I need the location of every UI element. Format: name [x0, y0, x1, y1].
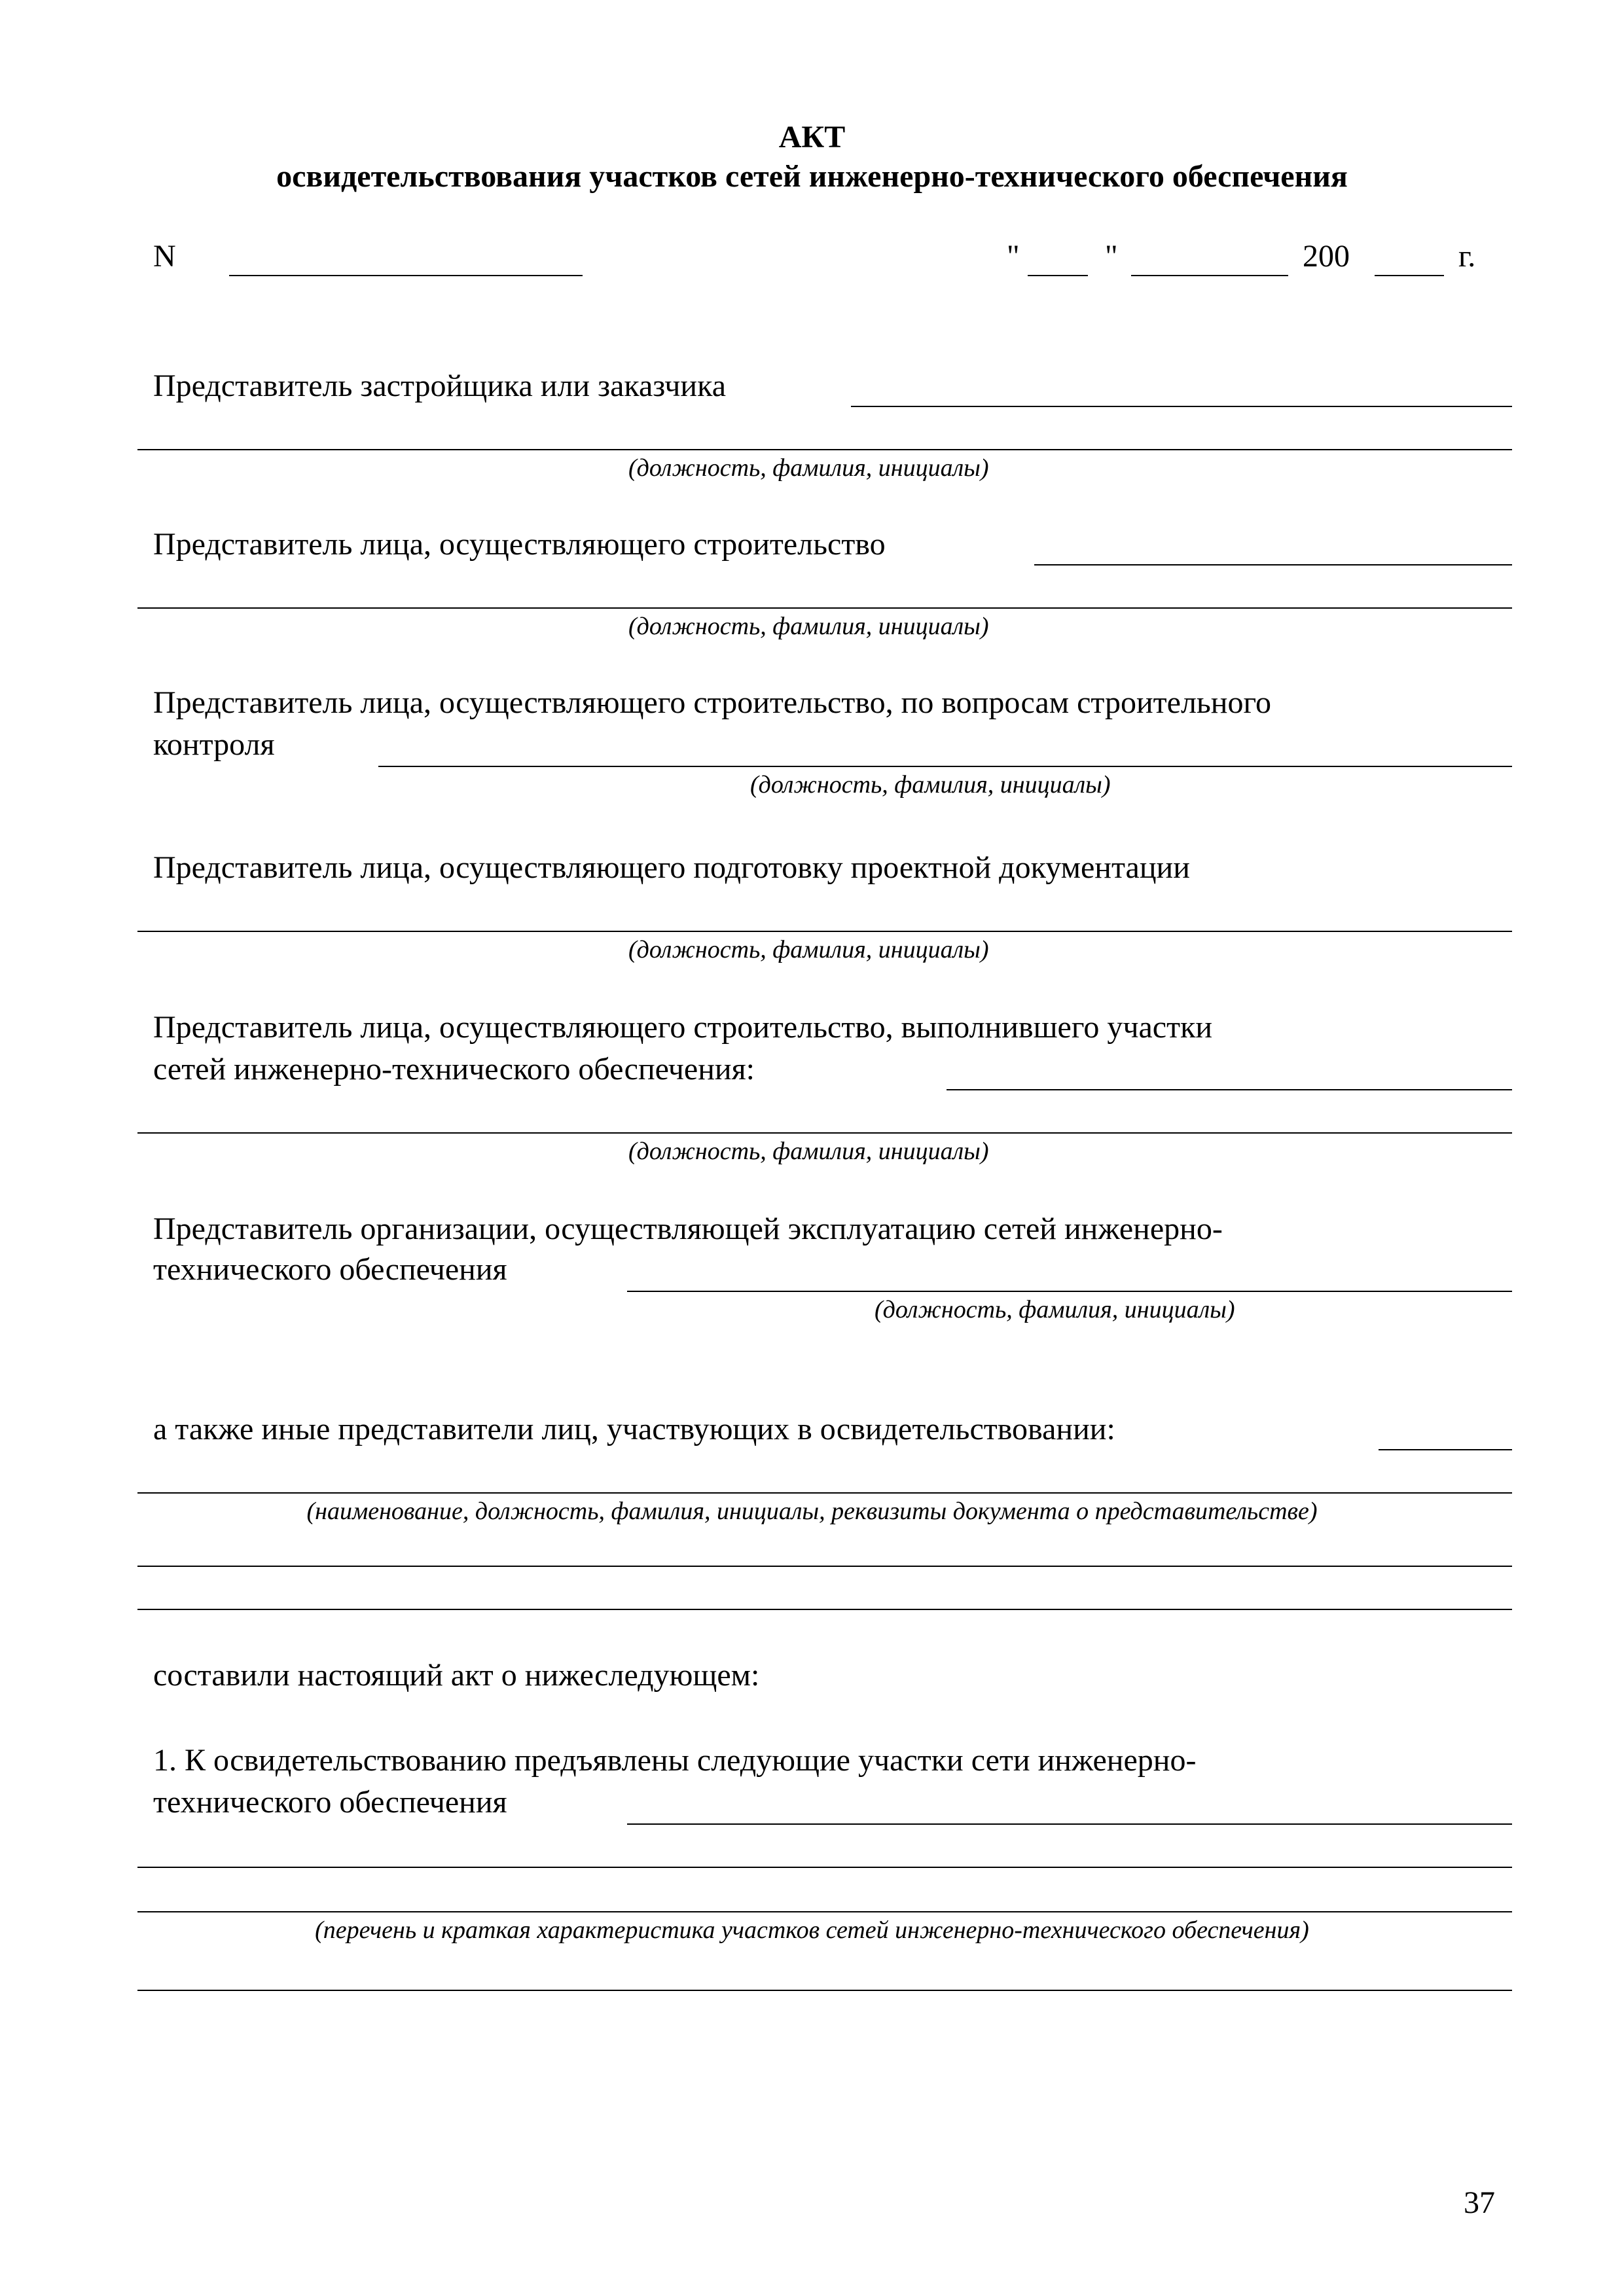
date-month-line[interactable] — [1131, 275, 1288, 276]
number-label: N — [153, 239, 176, 274]
compiled-label: составили настоящий акт о нижеследующем: — [153, 1658, 760, 1693]
document-subtitle: освидетельствования участков сетей инженерно-технического обеспечения — [276, 159, 1348, 194]
others-label: а также иные представители лиц, участвующих в освидетельствовании: — [153, 1412, 1115, 1446]
date-day-line[interactable] — [1028, 275, 1088, 276]
number-field-line[interactable] — [229, 275, 583, 276]
document-title: АКТ — [778, 120, 846, 154]
item1-line[interactable] — [627, 1823, 1512, 1825]
executor-rep-line[interactable] — [947, 1089, 1512, 1090]
year-suffix-line[interactable] — [1375, 275, 1444, 276]
year-prefix: 200 — [1303, 239, 1350, 274]
operator-rep-label-line1: Представитель организации, осуществляющей эксплуатацию сетей инженерно- — [153, 1211, 1223, 1246]
builder-rep-line-2[interactable] — [137, 607, 1512, 609]
item1-hint: (перечень и краткая характеристика участков сетей инженерно-технического обеспечения) — [315, 1916, 1309, 1944]
others-line-4[interactable] — [137, 1609, 1512, 1610]
developer-rep-hint: (должность, фамилия, инициалы) — [628, 454, 989, 482]
others-line-2[interactable] — [137, 1492, 1512, 1494]
control-rep-label-line2: контроля — [153, 727, 275, 762]
others-hint: (наименование, должность, фамилия, инициалы, реквизиты документа о представительстве) — [306, 1498, 1318, 1525]
developer-rep-line-2[interactable] — [137, 449, 1512, 450]
year-unit: г. — [1458, 239, 1476, 274]
operator-rep-hint: (должность, фамилия, инициалы) — [875, 1296, 1235, 1323]
executor-rep-hint: (должность, фамилия, инициалы) — [628, 1138, 989, 1165]
item1-line-3[interactable] — [137, 1911, 1512, 1912]
control-rep-line[interactable] — [378, 766, 1512, 767]
builder-rep-label: Представитель лица, осуществляющего строительство — [153, 527, 886, 562]
builder-rep-line[interactable] — [1034, 564, 1512, 565]
item1-label-line2: технического обеспечения — [153, 1785, 507, 1820]
executor-rep-label-line2: сетей инженерно-технического обеспечения: — [153, 1052, 755, 1086]
design-rep-line[interactable] — [137, 931, 1512, 932]
item1-line-4[interactable] — [137, 1990, 1512, 1991]
executor-rep-label-line1: Представитель лица, осуществляющего строительство, выполнившего участки — [153, 1010, 1213, 1045]
builder-rep-hint: (должность, фамилия, инициалы) — [628, 613, 989, 640]
control-rep-label-line1: Представитель лица, осуществляющего строительство, по вопросам строительного — [153, 685, 1271, 720]
others-line-3[interactable] — [137, 1566, 1512, 1567]
item1-line-2[interactable] — [137, 1867, 1512, 1868]
page-number: 37 — [1464, 2185, 1495, 2220]
others-line[interactable] — [1379, 1449, 1512, 1450]
date-close-quote: " — [1105, 239, 1118, 274]
design-rep-label: Представитель лица, осуществляющего подготовку проектной документации — [153, 850, 1190, 885]
operator-rep-line[interactable] — [627, 1291, 1512, 1292]
executor-rep-line-2[interactable] — [137, 1132, 1512, 1134]
design-rep-hint: (должность, фамилия, инициалы) — [628, 936, 989, 963]
operator-rep-label-line2: технического обеспечения — [153, 1252, 507, 1287]
developer-rep-label: Представитель застройщика или заказчика — [153, 368, 726, 403]
item1-label-line1: 1. К освидетельствованию предъявлены следующие участки сети инженерно- — [153, 1743, 1197, 1778]
date-open-quote: " — [1007, 239, 1020, 274]
control-rep-hint: (должность, фамилия, инициалы) — [750, 771, 1111, 798]
developer-rep-line[interactable] — [851, 406, 1512, 407]
